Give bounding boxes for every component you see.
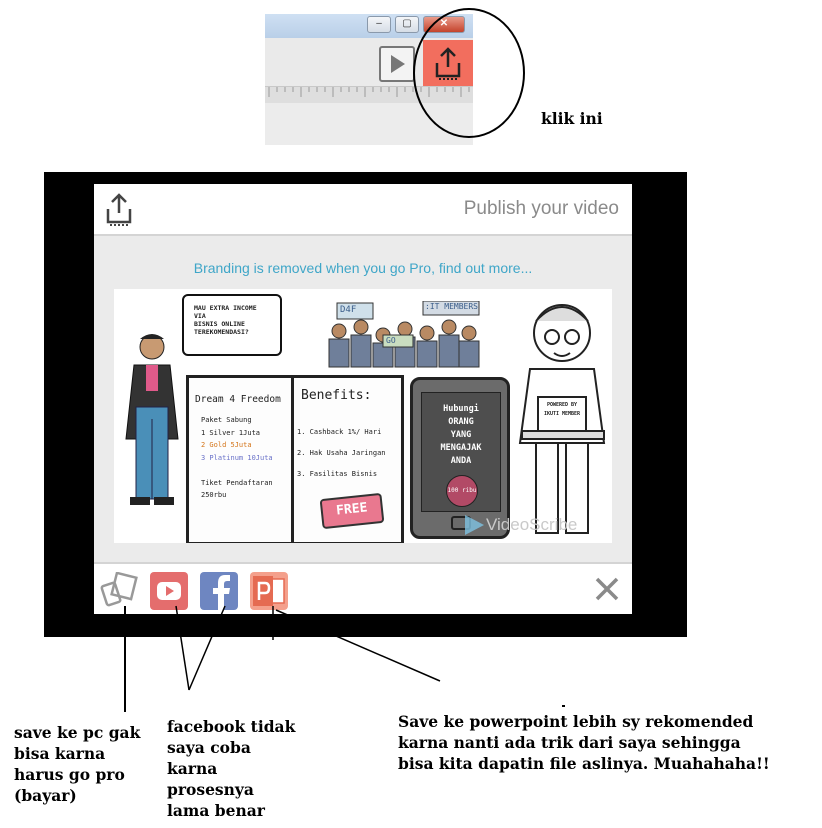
sign-right-text: :IT MEMBERS [425, 302, 478, 311]
branding-link[interactable]: Branding is removed when you go Pro, find out more... [193, 260, 533, 276]
video-thumbnail [114, 289, 612, 543]
dialog-header [94, 184, 632, 236]
annotation-lines [0, 600, 822, 720]
phone-screen [421, 392, 501, 512]
bubble-line: MAU EXTRA INCOME [194, 304, 257, 312]
phone-badge [446, 475, 478, 507]
book-left-line: 250rbu [201, 491, 227, 499]
watermark-text: VideoScribe [486, 515, 578, 534]
annotation-line: prosesnya [167, 780, 254, 799]
upload-icon [104, 192, 134, 228]
annotation-line: karna nanti ada trik dari saya sehingga [398, 733, 741, 752]
phone-line: ANDA [450, 456, 472, 466]
annotation-line: Save ke powerpoint lebih sy rekomended [398, 712, 754, 731]
window-close-button[interactable]: ✕ [423, 16, 465, 33]
minimize-button[interactable]: – [367, 16, 391, 33]
book-left-list [201, 414, 273, 502]
publish-dialog [94, 184, 632, 612]
book-right-line: 3. Fasilitas Bisnis [297, 470, 378, 478]
sign-left-text: D4F [340, 305, 357, 315]
bubble-line: VIA [194, 312, 206, 320]
book-left-line: 3 Platinum 10Juta [201, 453, 273, 462]
book-right-title: Benefits: [301, 388, 372, 403]
powered-by-line: POWERED BY [546, 402, 578, 408]
book-left-line: 2 Gold 5Juta [201, 441, 252, 449]
annotation-line: bisa kita dapatin file aslinya. Muahahaha!! [398, 754, 770, 773]
speech-bubble [182, 294, 282, 356]
powered-by-label [540, 401, 584, 419]
annotation-line: bisa karna [14, 744, 106, 763]
annotation-powerpoint [398, 711, 770, 774]
play-icon [389, 54, 407, 74]
phone-text [422, 393, 500, 468]
bubble-line: BISNIS ONLINE [194, 320, 245, 328]
annotation-facebook [167, 716, 295, 821]
annotation-ellipse [410, 2, 530, 142]
book-left-title: Dream 4 Freedom [195, 394, 281, 405]
powered-by-line: IKUTI MEMBER [543, 411, 581, 417]
annotation-line: facebook tidak [167, 717, 296, 736]
annotation-line: lama benar [167, 801, 265, 820]
phone-badge-text: 100 ribu [447, 487, 477, 494]
annotation-line: (bayar) [14, 786, 77, 805]
maximize-button[interactable]: ▢ [395, 16, 419, 33]
book-right-line: 2. Hak Usaha Jaringan [297, 449, 386, 457]
phone-line: YANG [450, 430, 472, 440]
bubble-line: TEREKOMENDASI? [194, 328, 249, 336]
annotation-line: harus go pro [14, 765, 125, 784]
dialog-title: Publish your video [463, 198, 619, 219]
book-left-line: Tiket Pendaftaran [201, 478, 273, 487]
annotation-line: save ke pc gak [14, 723, 141, 742]
annotation-line: saya coba [167, 738, 251, 757]
book-left-line [201, 464, 273, 477]
free-tag-text: FREE [335, 500, 369, 519]
open-book [186, 375, 404, 543]
phone-line: ORANG [448, 417, 474, 427]
book-left-line: 1 Silver 1Juta [201, 428, 261, 437]
sign-go-text: GO [386, 336, 396, 345]
book-spine [291, 378, 294, 542]
book-left-line: Paket Sabung [201, 416, 252, 424]
annotation-save-pc [14, 722, 140, 806]
annotation-line: karna [167, 759, 218, 778]
free-tag [320, 493, 385, 529]
book-right-list [297, 422, 386, 485]
annotation-klik-ini: klik ini [541, 109, 603, 128]
videoscribe-logo-icon [462, 513, 486, 537]
phone-line: MENGAJAK [440, 443, 482, 453]
man-illustration [116, 329, 186, 529]
book-right-line: 1. Cashback 1%/ Hari [297, 428, 382, 436]
phone-line: Hubungi [443, 404, 479, 414]
